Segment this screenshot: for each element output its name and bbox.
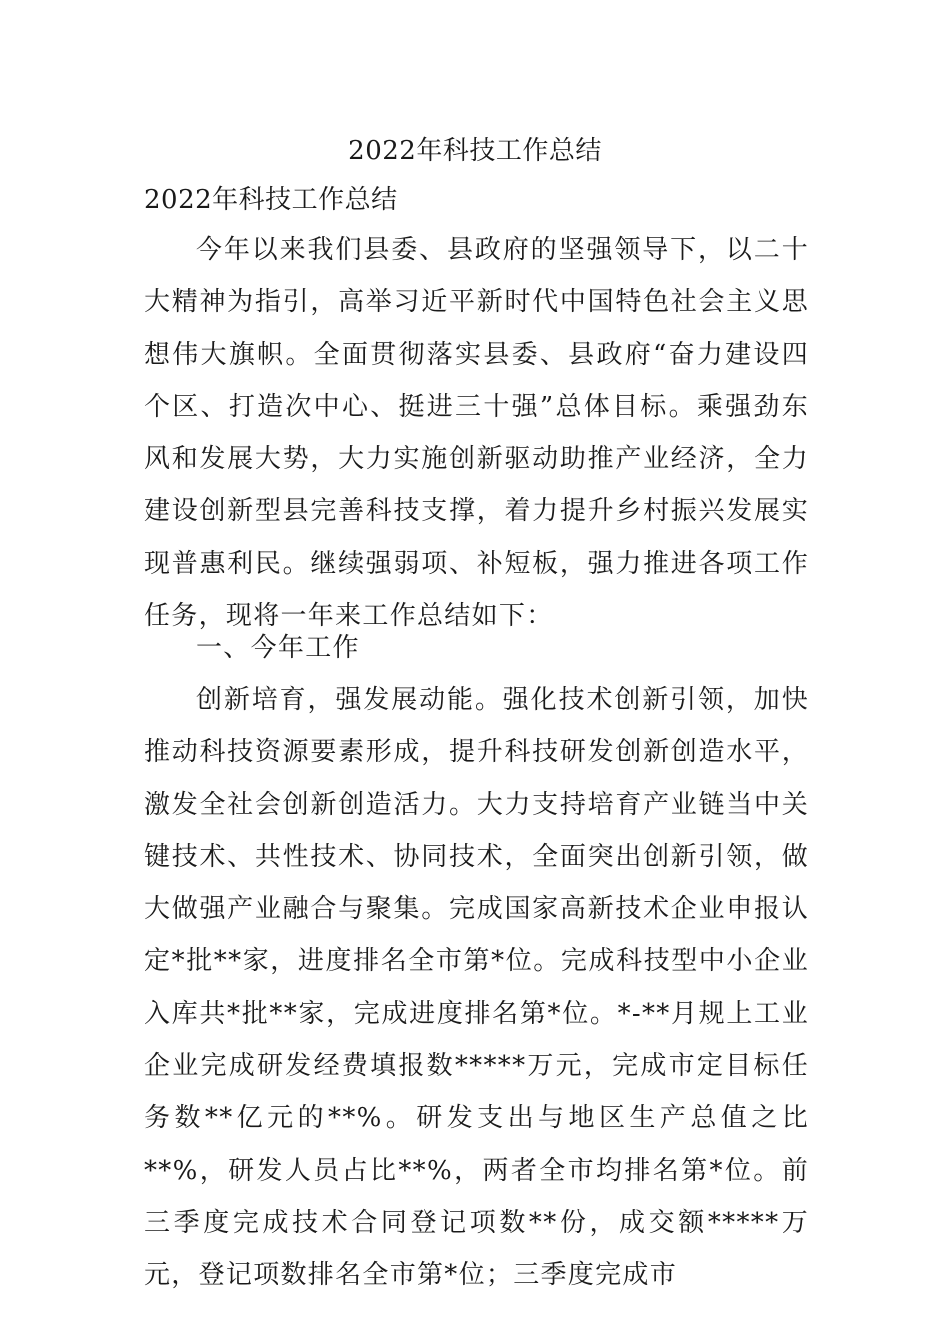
paragraph-intro: 今年以来我们县委、县政府的坚强领导下，以二十大精神为指引，高举习近平新时代中国特色社会主义思想伟大旗帜。全面贯彻落实县委、县政府“奋力建设四个区、打造次中心、挺进三十强”总体目标。乘强劲东风和发展大势，大力实施创新驱动助推产业经济，全力建设创新型县完善科技支撑，着力提升乡村振兴发展实现普惠利民。继续强弱项、补短板，强力推进各项工作任务，现将一年来工作总结如下： bbox=[144, 235, 809, 632]
section-heading-this-year-work: 一、今年工作 bbox=[196, 633, 360, 663]
document-title: 2022年科技工作总结 bbox=[348, 136, 602, 166]
document-subtitle: 2022年科技工作总结 bbox=[144, 185, 398, 215]
paragraph-innovation: 创新培育，强发展动能。强化技术创新引领，加快推动科技资源要素形成，提升科技研发创新创造水平，激发全社会创新创造活力。大力支持培育产业链当中关键技术、共性技术、协同技术，全面突出创新引领，做大做强产业融合与聚集。完成国家高新技术企业申报认定*批**家，进度排名全市第*位。完成科技型中小企业入库共*批**家，完成进度排名第*位。*-**月规上工业企业完成研发经费填报数*****万元，完成市定目标任务数**亿元的**%。研发支出与地区生产总值之比**%，研发人员占比**%，两者全市均排名第*位。前三季度完成技术合同登记项数**份，成交额*****万元，登记项数排名全市第*位；三季度完成市 bbox=[144, 685, 809, 1291]
